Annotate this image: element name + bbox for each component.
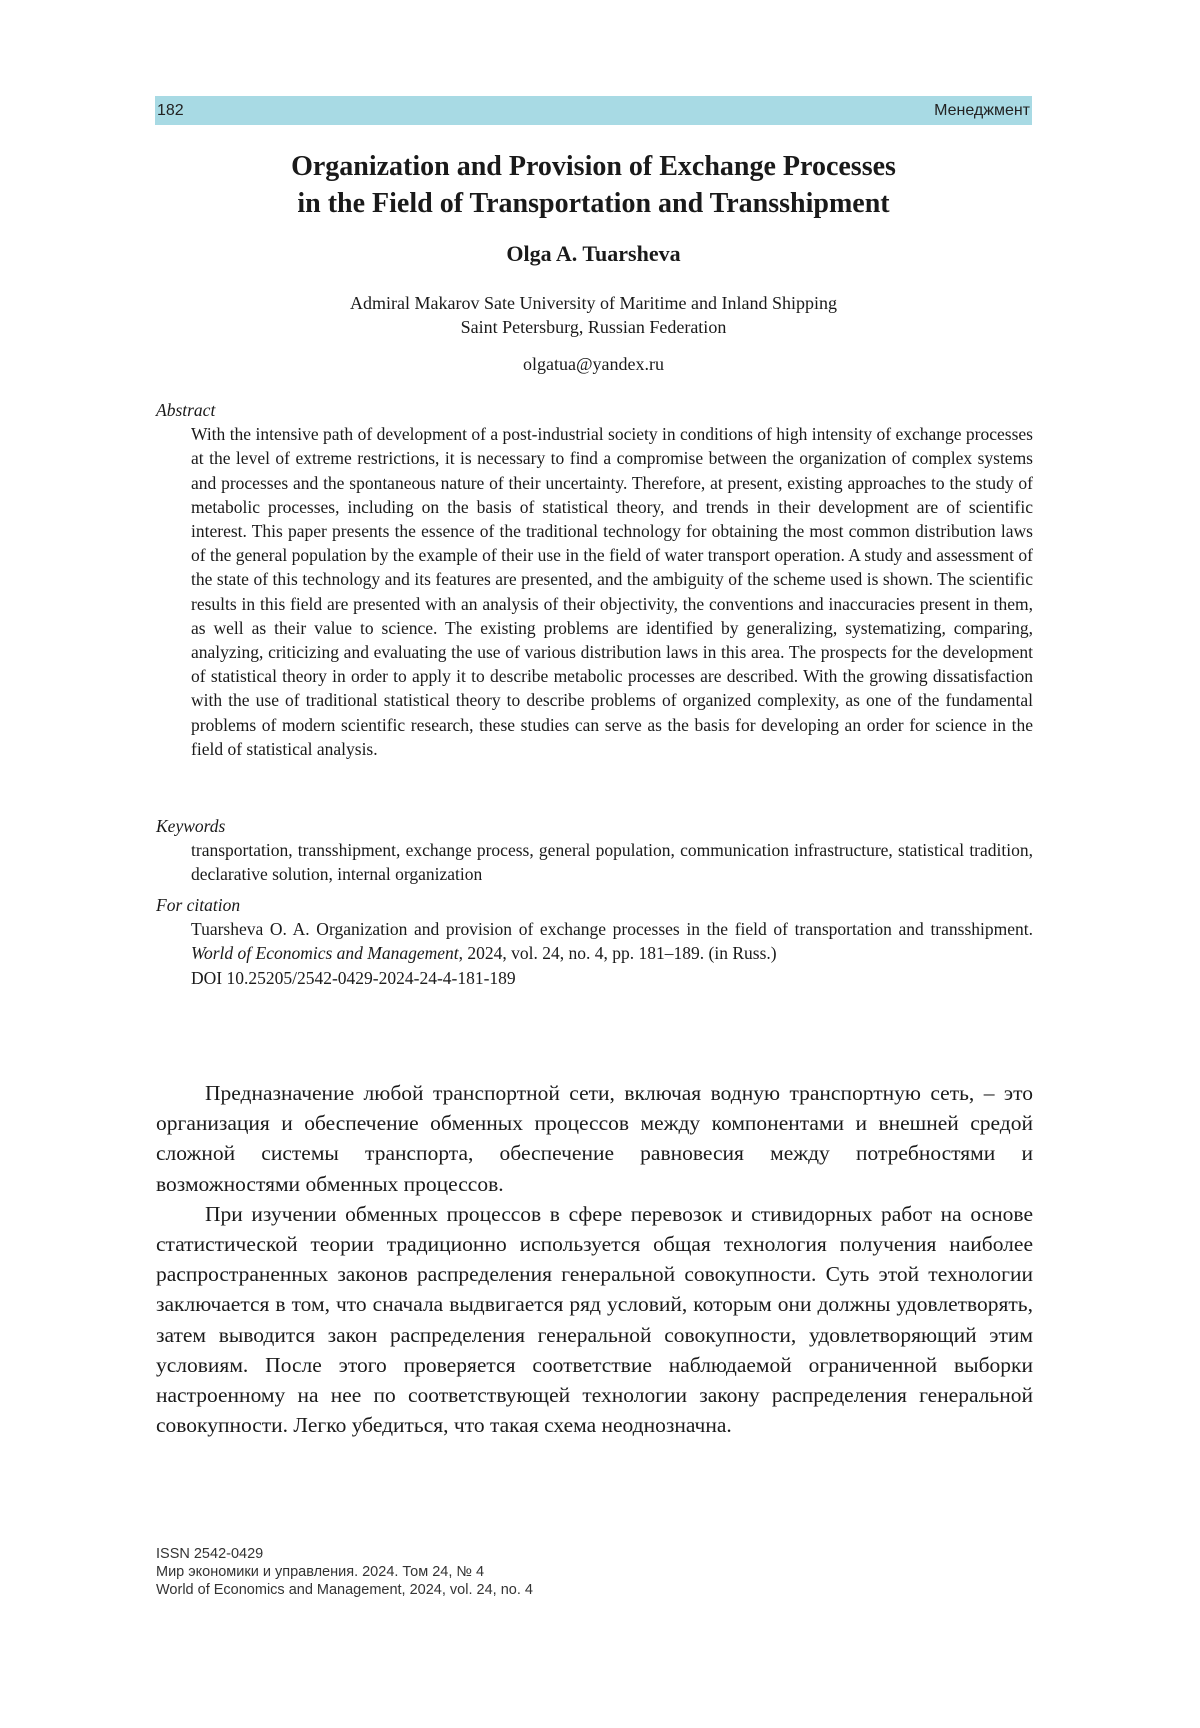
abstract-text: With the intensive path of development of a post-industrial society in conditions of high intensity of exchange processes at the level of extreme restrictions, it is necessary to find a compromise between the organization of complex systems and processes and the spontaneous nature of their uncertainty. Therefore, at present, existing approaches to the study of metabolic processes, including on the basis of statistical theory, and trends in their development are of scientific interest. This paper presents the essence of the traditional technology for obtaining the most common distribution laws of the general population by the example of their use in the field of water transport operation. A study and assessment of the state of this technology and its features are presented, and the ambiguity of the scheme used is shown. The scientific results in this field are presented with an analysis of their objectivity, the conventions and inaccuracies present in them, as well as their value to science. The existing problems are identified by generalizing, systematizing, comparing, analyzing, criticizing and evaluating the use of various distribution laws in this area. The prospects for the development of statistical theory in order to apply it to describe metabolic processes are described. With the growing dissatisfaction with the use of traditional statistical theory to describe problems of organized complexity, as one of the fundamental problems of modern scientific research, these studies can serve as the basis for developing an order for science in the field of statistical analysis. <box>191 424 1033 759</box>
title-line-2: in the Field of Transportation and Transshipment <box>297 188 890 219</box>
citation-journal: World of Economics and Management <box>191 943 459 964</box>
citation-text <box>191 917 1033 990</box>
title-line-1: Organization and Provision of Exchange Processes <box>291 151 896 182</box>
citation-section <box>156 893 1033 990</box>
citation-label: For citation <box>156 895 241 915</box>
keywords-label: Keywords <box>156 816 226 836</box>
keywords-section <box>156 814 1033 887</box>
citation-doi: DOI 10.25205/2542-0429-2024-24-4-181-189 <box>191 967 516 988</box>
article-title <box>155 148 1032 222</box>
author-name: Olga A. Tuarsheva <box>506 241 681 266</box>
footer-journal-ru: Мир экономики и управления. 2024. Том 24, № 4 <box>156 1564 485 1580</box>
author-email: olgatua@yandex.ru <box>522 354 665 374</box>
body-text <box>156 1078 1033 1440</box>
keywords-text: transportation, transshipment, exchange process, general population, communication infrastructure, statistical tradition, declarative solution, internal organization <box>191 840 1033 885</box>
citation-authors-title: Tuarsheva O. A. Organization and provision of exchange processes in the field of transportation and transshipment. <box>191 919 1033 940</box>
section-name: Менеджмент <box>934 101 1030 119</box>
citation-details: , 2024, vol. 24, no. 4, pp. 181–189. (in Russ.) <box>458 943 777 964</box>
footer <box>156 1545 533 1599</box>
body-paragraph: При изучении обменных процессов в сфере перевозок и стивидорных работ на основе статистической теории традиционно используется общая технология получения наиболее распространенных законов распределения генеральной совокупности. Суть этой технологии заключается в том, что сначала выдвигается ряд условий, которым они должны удовлетворять, затем выводится закон распределения генеральной совокупности, удовлетворяющий этим условиям. После этого проверяется соответствие наблюдаемой ограниченной выборки настроенному на нее по соответствующей технологии закону распределения генеральной совокупности. Легко убедиться, что такая схема неоднозначна. <box>156 1201 1033 1438</box>
footer-journal-en: World of Economics and Management, 2024, vol. 24, no. 4 <box>156 1582 533 1598</box>
abstract-section <box>156 398 1033 761</box>
affiliation <box>155 291 1032 339</box>
page-number: 182 <box>157 101 184 119</box>
body-paragraph: Предназначение любой транспортной сети, включая водную транспортную сеть, – это организация и обеспечение обменных процессов между компонентами и внешней средой сложной системы транспорта, обеспечение равновесия между потребностями и возможностями обменных процессов. <box>156 1081 1033 1196</box>
abstract-label: Abstract <box>156 400 216 420</box>
running-header <box>155 96 1032 125</box>
footer-issn: ISSN 2542-0429 <box>156 1546 264 1562</box>
affiliation-line-2: Saint Petersburg, Russian Federation <box>460 317 727 337</box>
affiliation-line-1: Admiral Makarov Sate University of Maritime and Inland Shipping <box>350 293 837 313</box>
